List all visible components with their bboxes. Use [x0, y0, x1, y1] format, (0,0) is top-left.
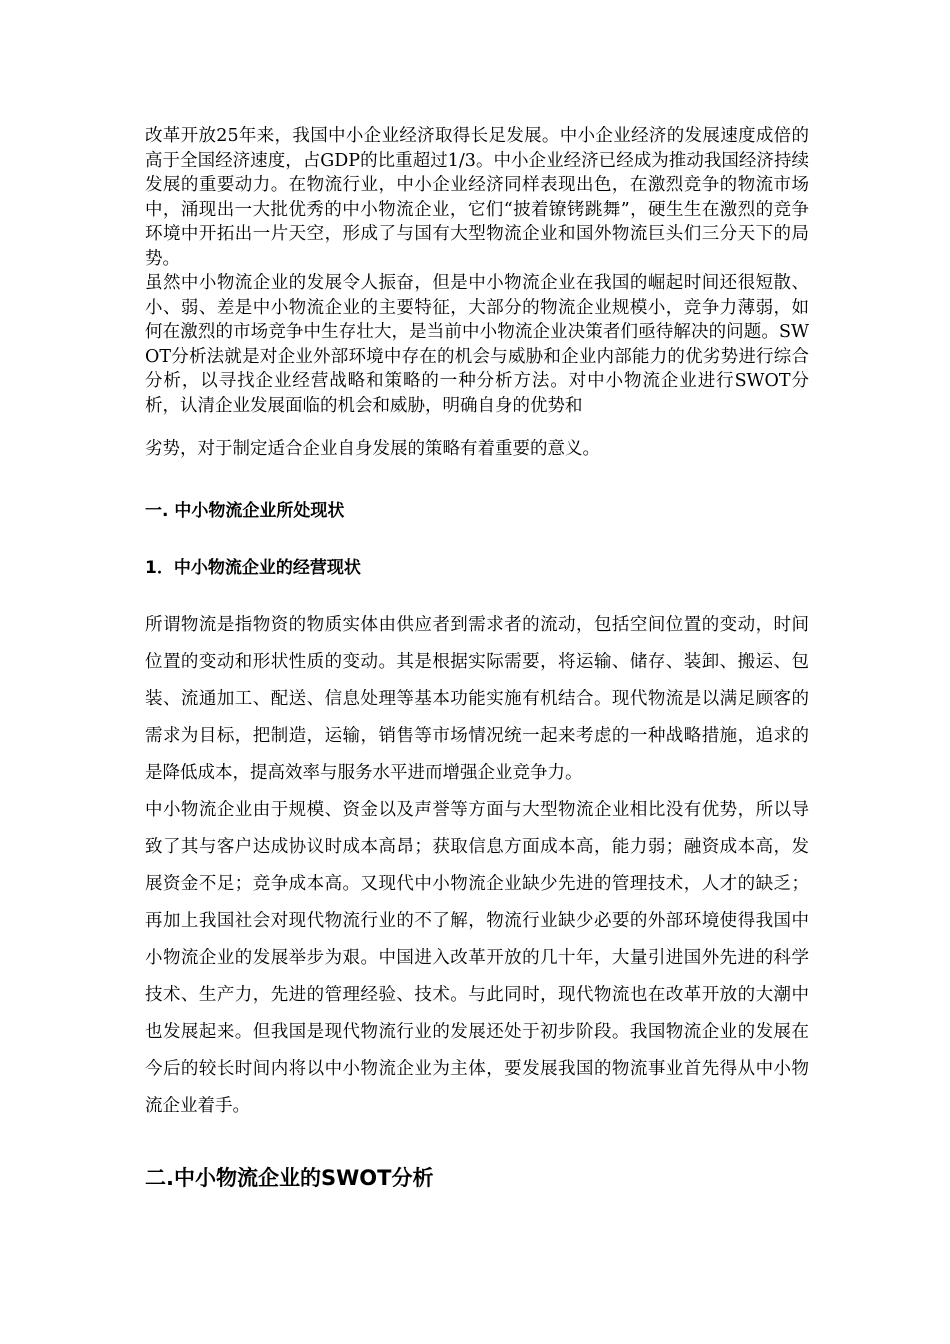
section-heading-status: 一. 中小物流企业所处现状	[145, 501, 345, 521]
paragraph-swot-method-end: 劣势，对于制定适合企业自身发展的策略有着重要的意义。	[145, 439, 600, 459]
subsection-heading-operations: 1．中小物流企业的经营现状	[145, 558, 361, 578]
paragraph-swot-method: 虽然中小物流企业的发展令人振奋，但是中小物流企业在我国的崛起时间还很短散、小、弱、差是中小物流企业的主要特征，大部分的物流企业规模小，竞争力薄弱，如何在激烈的市场竞争中生存壮大，是当前中小物流企业决策者们亟待解决的问题。SWOT分析法就是对企业外部环境中存在的机会与威胁和企业内部能力的优劣势进行综合分析，以寻找企业经营战略和策略的一种分析方法。对中小物流企业进行SWOT分析，认清企业发展面临的机会和威胁，明确自身的优势和	[145, 273, 809, 416]
section-heading-swot: 二.中小物流企业的SWOT分析	[145, 1166, 434, 1190]
paragraph-sme-disadvantages: 中小物流企业由于规模、资金以及声誉等方面与大型物流企业相比没有优势，所以导致了其与客户达成协议时成本高昂；获取信息方面成本高，能力弱；融资成本高，发展资金不足；竞争成本高。又现代中小物流企业缺少先进的管理技术，人才的缺乏；再加上我国社会对现代物流行业的不了解，物流行业缺少必要的外部环境使得我国中小物流企业的发展举步为艰。中国进入改革开放的几十年，大量引进国外先进的科学技术、生产力，先进的管理经验、技术。与此同时，现代物流也在改革开放的大潮中也发展起来。但我国是现代物流行业的发展还处于初步阶段。我国物流企业的发展在今后的较长时间内将以中小物流企业为主体，要发展我国的物流事业首先得从中小物流企业着手。	[145, 800, 809, 1116]
paragraph-intro: 改革开放25年来，我国中小企业经济取得长足发展。中小企业经济的发展速度成倍的高于全国经济速度，占GDP的比重超过1/3。中小企业经济已经成为推动我国经济持续发展的重要动力。在物流行业，中小企业经济同样表现出色，在激烈竞争的物流市场中，涌现出一大批优秀的中小物流企业，它们“披着镣铐跳舞”，硬生生在激烈的竞争环境中开拓出一片天空，形成了与国有大型物流企业和国外物流巨头们三分天下的局势。	[145, 126, 809, 269]
paragraph-logistics-definition: 所谓物流是指物资的物质实体由供应者到需求者的流动，包括空间位置的变动，时间位置的变动和形状性质的变动。其是根据实际需要，将运输、储存、装卸、搬运、包装、流通加工、配送、信息处理等基本功能实施有机结合。现代物流是以满足顾客的需求为目标，把制造，运输，销售等市场情况统一起来考虑的一种战略措施，追求的是降低成本，提高效率与服务水平进而增强企业竞争力。	[145, 615, 809, 783]
